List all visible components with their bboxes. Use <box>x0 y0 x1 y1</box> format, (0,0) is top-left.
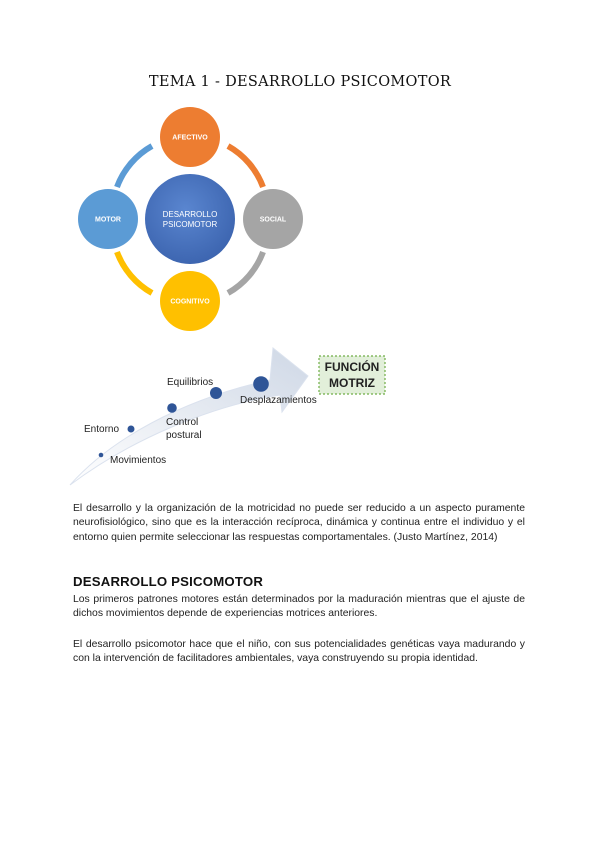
page-title: TEMA 1 - DESARROLLO PSICOMOTOR <box>148 74 452 90</box>
dot-equilibrios <box>210 387 222 399</box>
psychomotor-cycle-diagram <box>70 105 310 340</box>
label-desplazamientos: Desplazamientos <box>240 395 317 406</box>
intro-paragraph: El desarrollo y la organización de la motricidad no puede ser reducido a un aspecto puramente neurofisiológico, sino que es la interacción recíproca, dinámica y continua entre el individuo y el entorno quien permite seleccionar las respuestas comportamentales. (Justo Martínez, 2014) <box>73 503 525 543</box>
motor-function-flow-diagram <box>60 340 400 490</box>
center-label-line2: PSICOMOTOR <box>162 220 218 229</box>
section-paragraph-2: El desarrollo psicomotor hace que el niño, con sus potencialidades genéticas vaya madurando y con la intervención de facilitadores ambientales, vaya construyendo su propia identidad. <box>73 639 525 665</box>
funcion-motriz-line1: FUNCIÓN <box>324 360 380 374</box>
node-motor-label: MOTOR <box>95 216 121 224</box>
ring-arc-social-cognitivo <box>228 252 263 293</box>
center-node <box>145 174 235 264</box>
node-afectivo <box>160 107 220 167</box>
ring-arc-afectivo-social <box>228 146 263 187</box>
dot-desplazamientos <box>253 376 269 392</box>
node-social-label: SOCIAL <box>259 216 287 224</box>
dot-control-postural <box>167 403 177 413</box>
ring-arc-motor-afectivo <box>117 146 152 187</box>
node-cognitivo <box>160 271 220 331</box>
center-label-line1: DESARROLLO <box>162 210 218 219</box>
section-heading: DESARROLLO PSICOMOTOR <box>73 574 264 589</box>
ring-arc-cognitivo-motor <box>117 252 152 293</box>
dot-entorno <box>128 426 135 433</box>
section-paragraph-1: Los primeros patrones motores están determinados por la maduración mientras que el ajuste de dichos movimientos depende de experiencias motrices anteriores. <box>73 594 525 620</box>
node-cognitivo-label: COGNITIVO <box>170 298 210 306</box>
label-control: Control <box>166 417 199 428</box>
label-movimientos: Movimientos <box>110 455 167 466</box>
node-afectivo-label: AFECTIVO <box>172 134 208 142</box>
dot-movimientos <box>99 453 104 458</box>
label-entorno: Entorno <box>84 424 120 435</box>
node-motor <box>78 189 138 249</box>
label-equilibrios: Equilibrios <box>167 377 214 388</box>
funcion-motriz-line2: MOTRIZ <box>329 376 375 390</box>
node-social <box>243 189 303 249</box>
label-postural: postural <box>166 430 202 441</box>
